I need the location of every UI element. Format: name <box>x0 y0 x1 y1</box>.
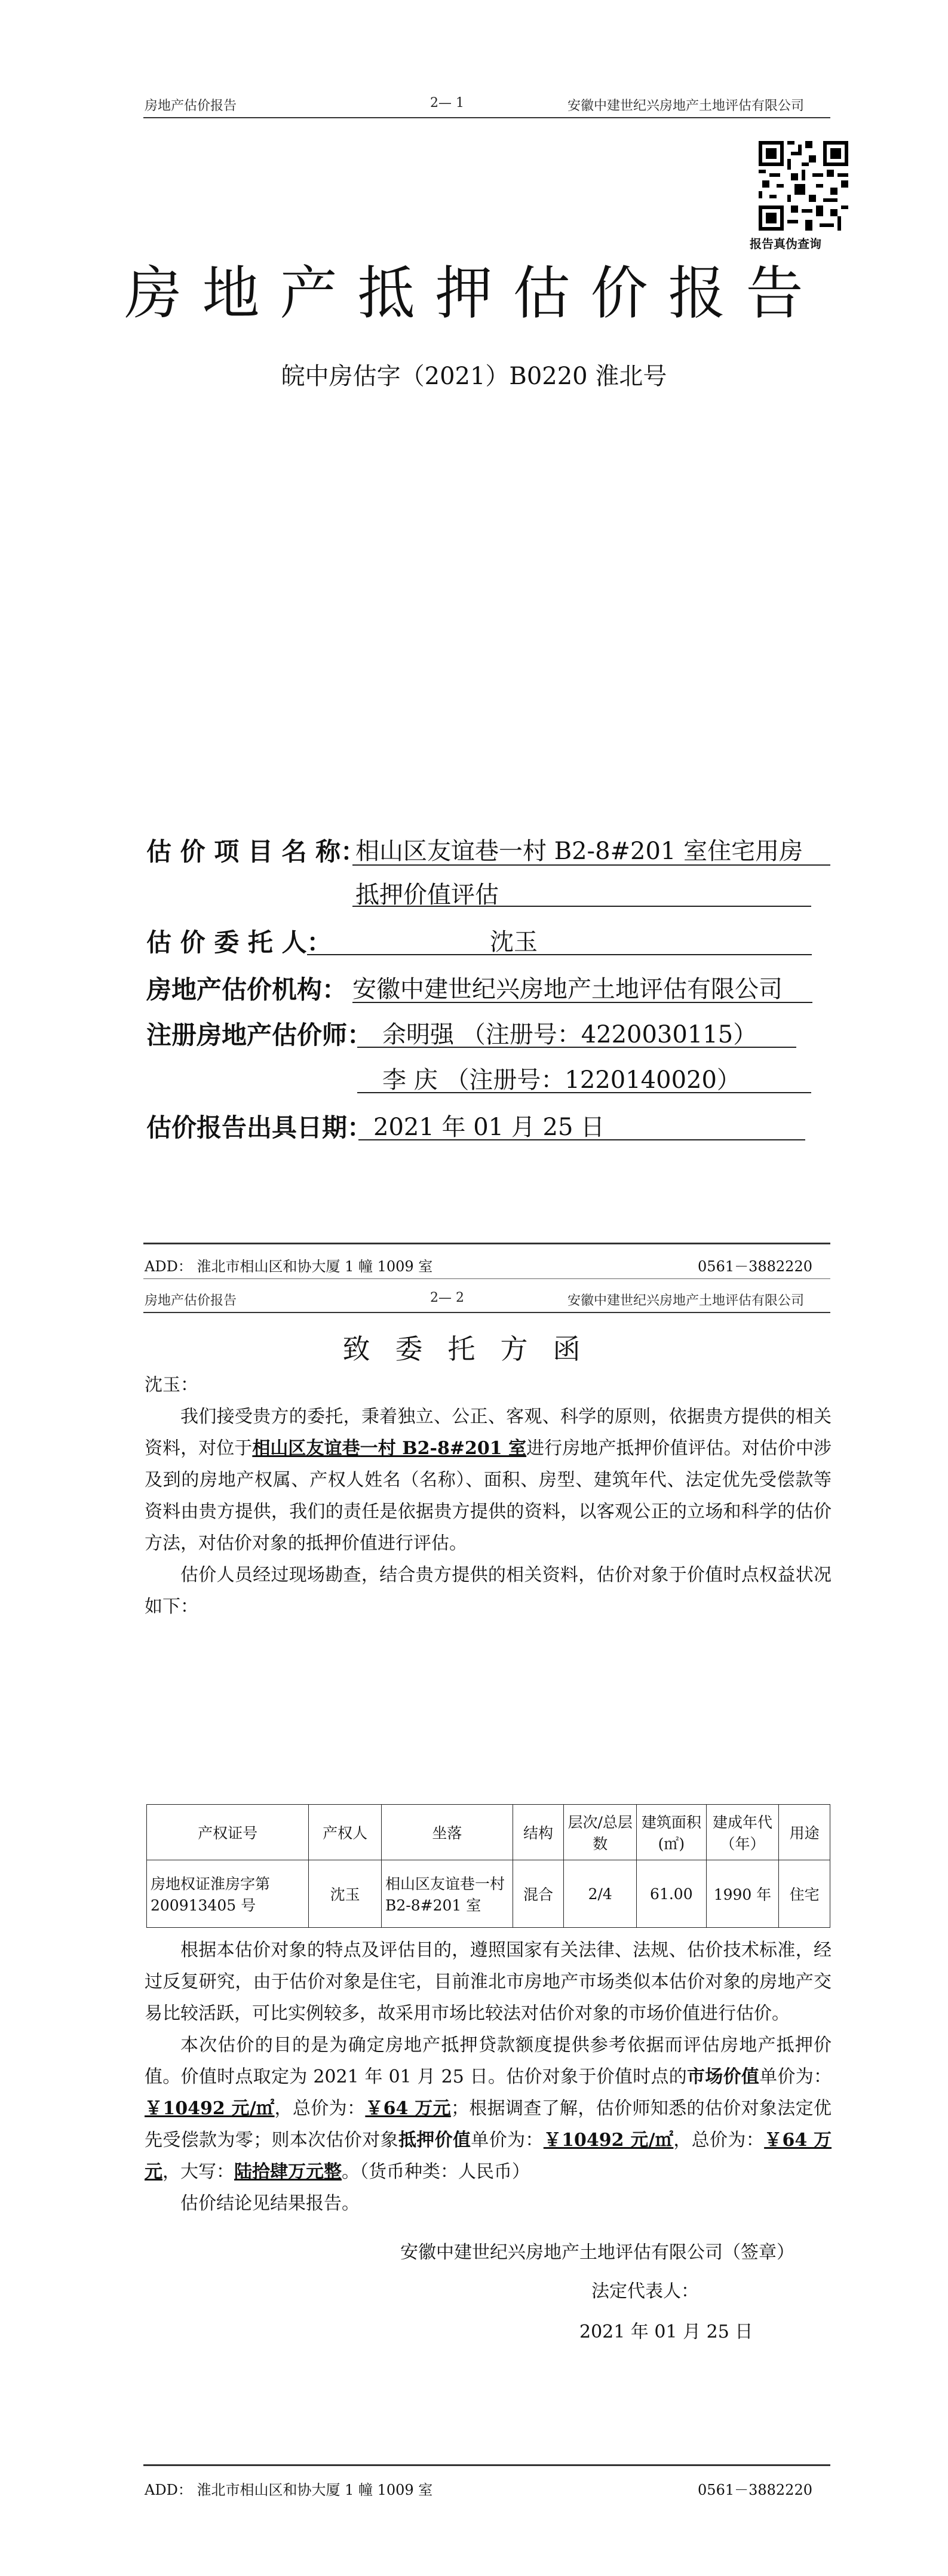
mortgage-total-in-words: 陆拾肆万元整 <box>234 2161 342 2182</box>
page1-footer-rule <box>143 1243 830 1244</box>
project-name-value-line1: 相山区友谊巷一村 B2-8#201 室住宅用房 <box>355 838 803 865</box>
letter-salutation: 沈玉： <box>145 1375 198 1396</box>
letter-paragraph-1: 我们接受贵方的委托，秉着独立、公正、客观、科学的原则，依据贵方提供的相关资料，对位于相山区友谊巷一村 B2-8#201 室进行房地产抵押价值评估。对估价中涉及到的房地产权属、产权人姓名（名称）、面积、房型、建筑年代、法定优先受偿款等资料由贵方提供，我们的责任是依据贵方提供的资料，以客观公正的立场和科学的估价方法，对估价对象的抵押价值进行评估。 <box>145 1406 832 1554</box>
mortgage-total-price: ￥64 万元 <box>145 2130 832 2182</box>
letter-paragraph-3: 根据本估价对象的特点及评估目的，遵照国家有关法律、法规、估价技术标准，经过反复研究，由于估价对象是住宅，目前淮北市房地产市场类似本估价对象的房地产交易比较活跃，可比实例较多，故采用市场比较法对估价对象的市场价值进行估价。 <box>145 1940 832 2024</box>
client-label: 估 价 委 托 人： <box>146 928 332 957</box>
page2-footer-address: ADD： 淮北市相山区和协大厦 1 幢 1009 室 <box>145 2482 433 2498</box>
project-name-underline <box>352 864 830 866</box>
signature-date: 2021 年 01 月 25 日 <box>579 2322 753 2342</box>
letter-body <box>145 1369 832 1623</box>
table-cell: 2/4 <box>564 1860 637 1928</box>
client-underline <box>307 954 812 955</box>
table-header: 建筑面积(㎡) <box>637 1805 707 1860</box>
agency-value: 安徽中建世纪兴房地产土地评估有限公司 <box>352 976 783 1003</box>
report-title: 房地产抵押估价报告 <box>124 260 824 327</box>
page2-footer-phone: 0561－3882220 <box>698 2482 812 2498</box>
qr-caption: 报告真伪查询 <box>750 237 821 251</box>
agency-underline <box>352 1002 812 1003</box>
issue-date-label: 估价报告出具日期： <box>146 1113 373 1142</box>
page1-footer <box>145 1255 830 1275</box>
signature-company: 安徽中建世纪兴房地产土地评估有限公司（签章） <box>400 2242 794 2263</box>
table-cell: 混合 <box>513 1860 564 1928</box>
table-header: 产权证号 <box>147 1805 309 1860</box>
appraiser-1-underline <box>357 1047 796 1048</box>
page2-header-left: 房地产估价报告 <box>145 1293 237 1308</box>
page1-header-page-no: 2— 1 <box>430 96 464 111</box>
issue-date-underline <box>358 1139 805 1140</box>
agency-label: 房地产估价机构： <box>146 975 348 1004</box>
table-header: 坐落 <box>382 1805 513 1860</box>
letter-paragraph-2: 估价人员经过现场勘查，结合贵方提供的相关资料，估价对象于价值时点权益状况如下： <box>145 1565 832 1617</box>
table-cell: 61.00 <box>637 1860 707 1928</box>
market-total-price: ￥64 万元 <box>365 2098 451 2119</box>
project-name-value-line2: 抵押价值评估 <box>355 881 499 909</box>
table-header: 建成年代（年） <box>706 1805 779 1860</box>
page1-footer-phone: 0561－3882220 <box>698 1258 812 1275</box>
appraiser-2: 李 庆 （注册号：1220140020） <box>382 1066 741 1094</box>
page1-header-left: 房地产估价报告 <box>145 99 237 114</box>
letter-body-2 <box>145 1934 832 2219</box>
table-header: 产权人 <box>309 1805 382 1860</box>
letter-title: 致委托方函 <box>342 1333 606 1365</box>
table-header: 用途 <box>779 1805 830 1860</box>
table-cell: 沈玉 <box>309 1860 382 1928</box>
mortgage-unit-price: ￥10492 元/㎡ <box>543 2130 674 2151</box>
appraiser-2-underline <box>357 1092 811 1093</box>
letter-paragraph-4: 本次估价的目的是为确定房地产抵押贷款额度提供参考依据而评估房地产抵押价值。价值时点取定为 2021 年 01 月 25 日。估价对象于价值时点的市场价值单价为：￥10492 元/㎡，总价为：￥64 万元；根据调查了解，估价师知悉的估价对象法定优先受偿款为零；则本次估价对象抵押价值单价为：￥10492 元/㎡，总价为：￥64 万元，大写：陆拾肆万元整。（货币种类：人民币） <box>145 2035 832 2182</box>
table-row <box>147 1860 830 1928</box>
client-value: 沈玉 <box>490 928 538 956</box>
table-cell: 住宅 <box>779 1860 830 1928</box>
report-doc-number: 皖中房估字（2021）B0220 淮北号 <box>281 363 667 390</box>
table-cell: 相山区友谊巷一村 B2-8#201 室 <box>382 1860 513 1928</box>
page2-header-rule <box>143 1312 830 1313</box>
project-name-underline-2 <box>352 906 811 907</box>
issue-date-value: 2021 年 01 月 25 日 <box>373 1114 605 1141</box>
property-table <box>146 1804 830 1928</box>
appraiser-label: 注册房地产估价师： <box>146 1020 373 1050</box>
qr-code-icon <box>759 141 848 231</box>
signature-representative: 法定代表人： <box>591 2281 699 2302</box>
table-header: 层次/总层数 <box>564 1805 637 1860</box>
page2-header-right: 安徽中建世纪兴房地产土地评估有限公司 <box>567 1293 805 1308</box>
table-header-row <box>147 1805 830 1860</box>
letter-paragraph-5: 估价结论见结果报告。 <box>180 2193 360 2214</box>
table-cell: 房地权证淮房字第 200913405 号 <box>147 1860 309 1928</box>
project-name-label: 估 价 项 目 名 称： <box>146 837 366 866</box>
page-separator <box>143 1278 830 1279</box>
page2-header-page-no: 2— 2 <box>430 1290 464 1305</box>
page2-footer <box>145 2478 830 2499</box>
page1-footer-address: ADD： 淮北市相山区和协大厦 1 幢 1009 室 <box>145 1258 433 1275</box>
table-cell: 1990 年 <box>706 1860 779 1928</box>
market-unit-price: ￥10492 元/㎡ <box>145 2098 275 2119</box>
property-address-highlight: 相山区友谊巷一村 B2-8#201 室 <box>252 1438 527 1459</box>
page2-footer-rule <box>143 2464 830 2466</box>
appraiser-1: 余明强 （注册号：4220030115） <box>382 1021 757 1048</box>
page1-header-right: 安徽中建世纪兴房地产土地评估有限公司 <box>567 99 805 114</box>
table-header: 结构 <box>513 1805 564 1860</box>
page1-header-rule <box>143 117 830 118</box>
